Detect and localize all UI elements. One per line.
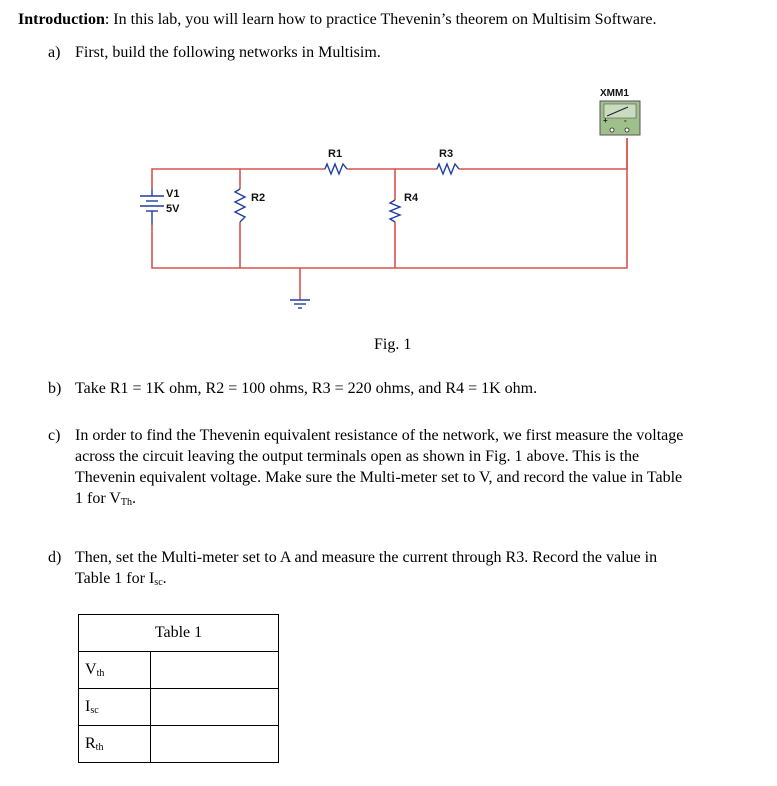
- r4-label: R4: [404, 192, 419, 204]
- meter-label: XMM1: [600, 88, 629, 99]
- step-c-line4-text: 1 for V: [75, 490, 121, 507]
- step-b-marker: b): [48, 380, 62, 397]
- step-d-marker: d): [48, 549, 62, 566]
- step-d-line2: [75, 568, 770, 589]
- table-row: [79, 726, 279, 763]
- step-b: [48, 378, 768, 400]
- r1-label: R1: [328, 148, 343, 160]
- ground-icon: [290, 300, 310, 308]
- intro-label: Introduction: [18, 11, 105, 28]
- step-d-line2-text: Table 1 for I: [75, 570, 155, 587]
- r3-label: R3: [439, 148, 454, 160]
- r1-resistor-symbol: [325, 164, 347, 174]
- r2-resistor-symbol: [235, 189, 245, 222]
- step-a-marker: a): [48, 44, 61, 61]
- step-d-line2-sub: sc: [154, 577, 163, 588]
- intro-text: : In this lab, you will learn how to practice Thevenin’s theorem on Multisim Software.: [104, 11, 657, 28]
- step-c-line2: across the circuit leaving the output terminals open as shown in Fig. 1 above. This is the: [75, 448, 640, 465]
- table-title: Table 1: [79, 615, 279, 652]
- battery-v1-symbol: [140, 189, 164, 225]
- step-c-marker: c): [48, 427, 61, 444]
- step-c-line4: [75, 488, 770, 509]
- table-header-row: [79, 615, 279, 652]
- row-label-rth: $R_{th}$: [79, 726, 151, 763]
- r3-resistor-symbol: [437, 164, 459, 174]
- step-a-text: First, build the following networks in Multisim.: [75, 44, 381, 61]
- v1-name-label: V1: [166, 188, 180, 200]
- vth-value-cell[interactable]: [151, 652, 279, 689]
- step-c-line1: In order to find the Thevenin equivalent resistance of the network, we first measure the voltage: [75, 427, 684, 444]
- v1-value-label: 5V: [166, 203, 180, 215]
- rth-value-cell[interactable]: [151, 726, 279, 763]
- step-d-line2-end: .: [162, 570, 167, 587]
- step-d: [48, 547, 770, 592]
- step-c: [48, 425, 770, 515]
- step-b-text: Take R1 = 1K ohm, R2 = 100 ohms, R3 = 220 ohms, and R4 = 1K ohm.: [75, 380, 538, 397]
- step-c-line4-end: .: [132, 490, 137, 507]
- row-label-isc: $I_{sc}$: [79, 689, 151, 726]
- table-row: [79, 689, 279, 726]
- meter-plus-label: +: [603, 116, 608, 125]
- meter-minus-label: -: [624, 116, 627, 125]
- table-row: [79, 652, 279, 689]
- results-table: [78, 614, 279, 763]
- step-c-line3: Thevenin equivalent voltage. Make sure the Multi-meter set to V, and record the value in Table: [75, 469, 683, 486]
- isc-value-cell[interactable]: [151, 689, 279, 726]
- figure-caption: Fig. 1: [374, 336, 412, 353]
- r4-resistor-symbol: [390, 200, 400, 222]
- step-c-line4-sub: Th: [120, 497, 133, 508]
- r2-label: R2: [251, 192, 266, 204]
- row-label-vth: $V_{th}$: [79, 652, 151, 689]
- step-d-line1: Then, set the Multi-meter set to A and measure the current through R3. Record the value in: [75, 549, 658, 566]
- circuit-diagram: [0, 0, 777, 330]
